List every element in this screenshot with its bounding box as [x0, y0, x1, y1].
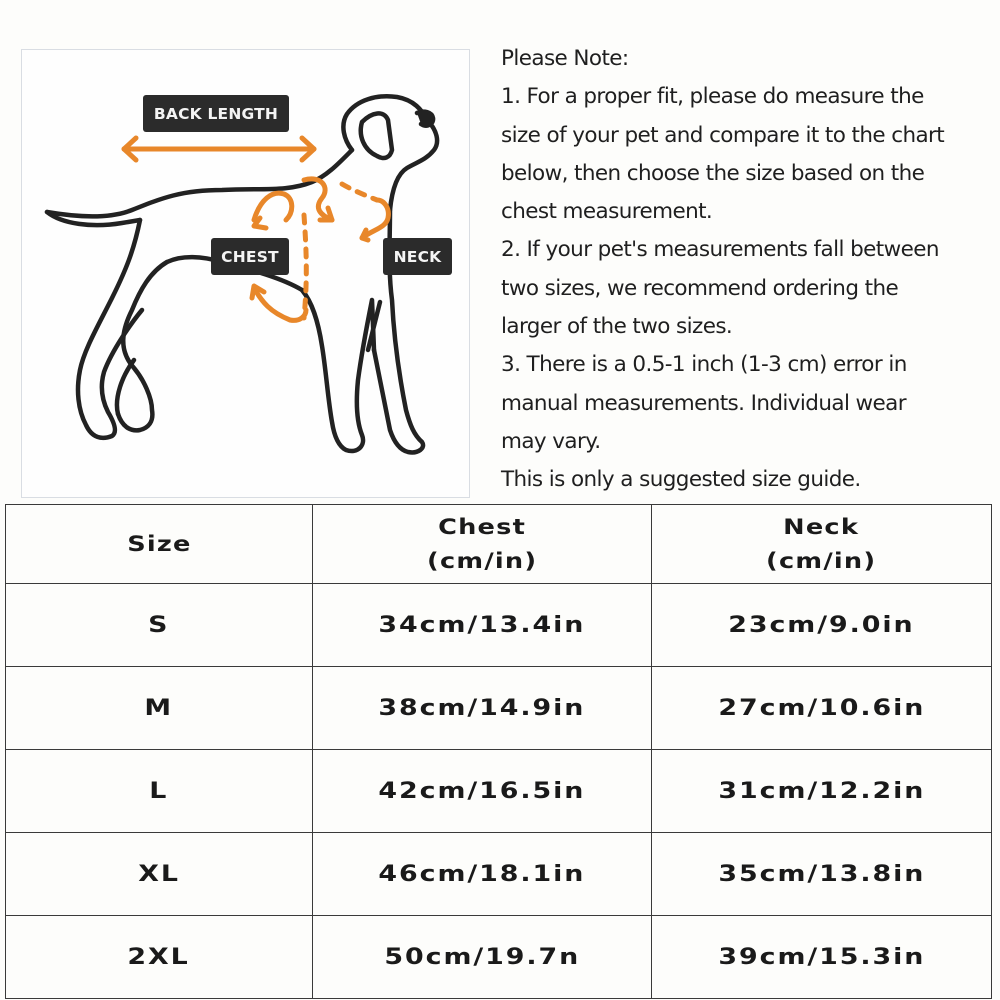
header-chest: Chest (cm/in)	[313, 505, 652, 584]
cell-size: 2XL	[6, 916, 313, 999]
cell-chest: 34cm/13.4in	[313, 584, 652, 667]
cell-neck: 39cm/15.3in	[652, 916, 992, 999]
note-line: 1. For a proper fit, please do measure the	[501, 84, 924, 110]
note-line: 3. There is a 0.5-1 inch (1-3 cm) error in	[501, 352, 907, 378]
note-line: below, then choose the size based on the	[501, 160, 925, 186]
note-line: larger of the two sizes.	[501, 314, 733, 340]
note-line: two sizes, we recommend ordering the	[501, 275, 899, 301]
cell-size: S	[6, 584, 313, 667]
chest-label: CHEST	[211, 238, 289, 275]
cell-neck: 23cm/9.0in	[652, 584, 992, 667]
cell-size: XL	[6, 833, 313, 916]
size-chart-table	[5, 504, 992, 999]
note-line: manual measurements. Individual wear	[501, 390, 906, 416]
cell-chest: 46cm/18.1in	[313, 833, 652, 916]
cell-neck: 35cm/13.8in	[652, 833, 992, 916]
note-line: chest measurement.	[501, 199, 713, 225]
cell-chest: 50cm/19.7n	[313, 916, 652, 999]
cell-size: L	[6, 750, 313, 833]
note-line: size of your pet and compare it to the chart	[501, 122, 945, 148]
cell-chest: 42cm/16.5in	[313, 750, 652, 833]
cell-neck: 27cm/10.6in	[652, 667, 992, 750]
cell-size: M	[6, 667, 313, 750]
notes-heading: Please Note:	[501, 46, 629, 71]
note-line: This is only a suggested size guide.	[501, 467, 861, 493]
note-line: may vary.	[501, 428, 601, 454]
table-header-row	[6, 505, 992, 584]
neck-label: NECK	[383, 238, 452, 275]
header-neck: Neck (cm/in)	[652, 505, 992, 584]
table-row	[6, 584, 992, 667]
cell-chest: 38cm/14.9in	[313, 667, 652, 750]
table-row	[6, 667, 992, 750]
dog-measurement-illustration	[21, 49, 470, 498]
table-row	[6, 833, 992, 916]
header-size: Size	[6, 505, 313, 584]
table-row	[6, 750, 992, 833]
sizing-notes	[501, 40, 996, 500]
table-row	[6, 916, 992, 999]
back-length-label: BACK LENGTH	[143, 95, 289, 132]
note-line: 2. If your pet's measurements fall between	[501, 237, 939, 263]
cell-neck: 31cm/12.2in	[652, 750, 992, 833]
